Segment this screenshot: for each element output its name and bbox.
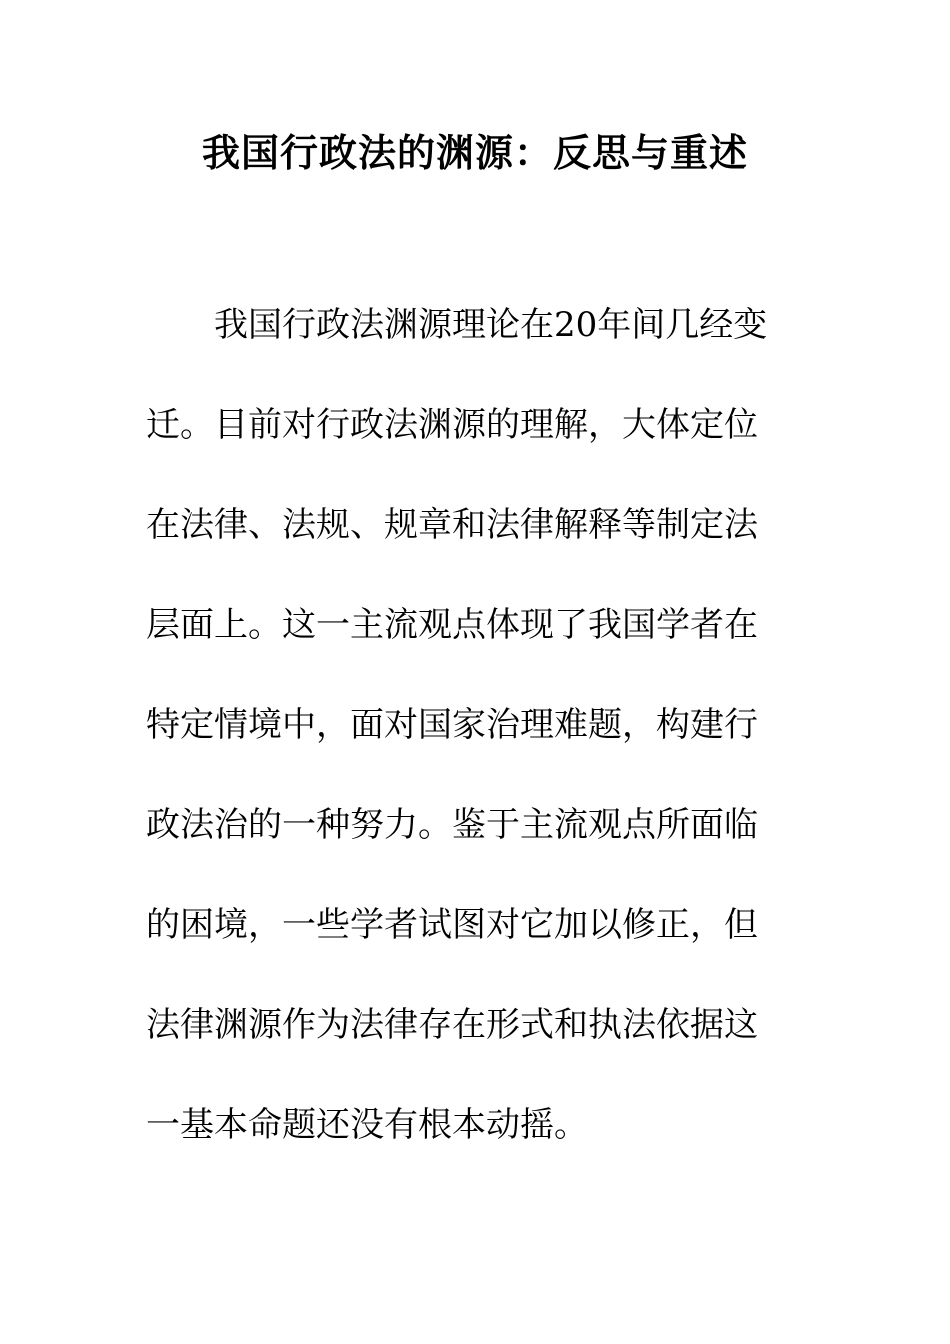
paragraph-line: 特定情境中，面对国家治理难题，构建行 — [146, 705, 758, 745]
paragraph-line: 政法治的一种努力。鉴于主流观点所面临 — [146, 805, 758, 845]
paragraph-line: 我国行政法渊源理论在20年间几经变 — [214, 305, 768, 345]
paragraph-line: 迁。目前对行政法渊源的理解，大体定位 — [146, 405, 758, 445]
paragraph-line: 在法律、法规、规章和法律解释等制定法 — [146, 505, 758, 545]
paragraph-line: 层面上。这一主流观点体现了我国学者在 — [146, 605, 758, 645]
document-body — [146, 300, 806, 1200]
paragraph-line: 一基本命题还没有根本动摇。 — [146, 1105, 588, 1145]
paragraph-line: 的困境，一些学者试图对它加以修正，但 — [146, 905, 758, 945]
document-title: 我国行政法的渊源：反思与重述 — [201, 130, 748, 175]
paragraph-line: 法律渊源作为法律存在形式和执法依据这 — [146, 1005, 758, 1045]
